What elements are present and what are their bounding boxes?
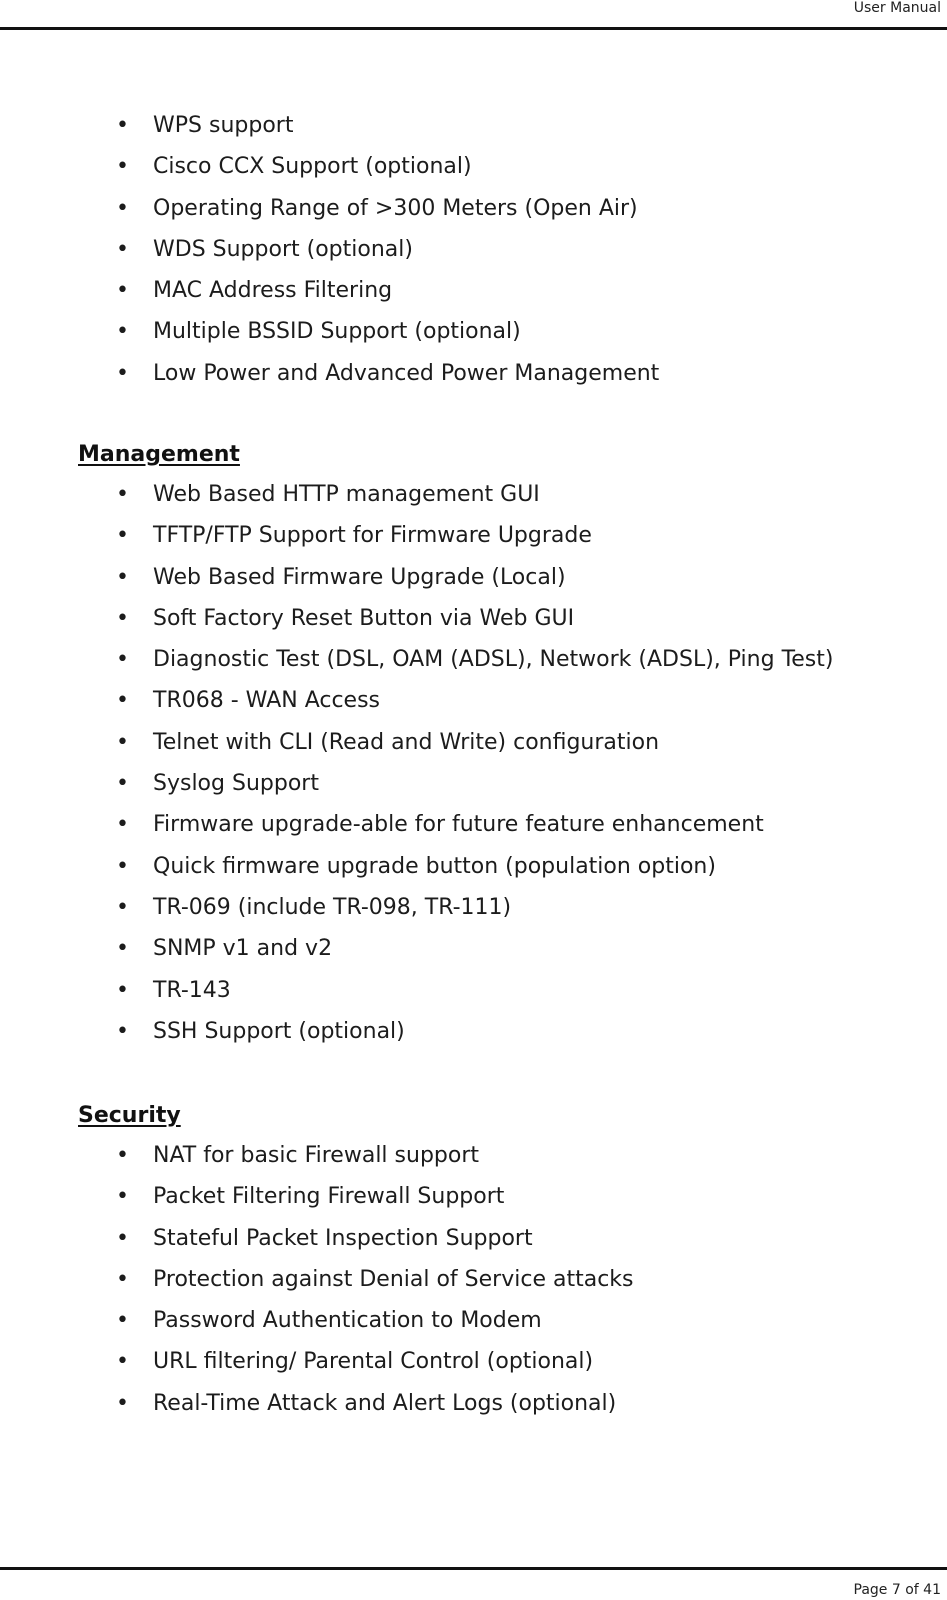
bullet-icon: •: [116, 771, 129, 797]
list-item: [0, 229, 659, 270]
list-item: [0, 763, 833, 804]
list-item-text: TFTP/FTP Support for Firmware Upgrade: [153, 523, 592, 549]
list-item-text: Web Based Firmware Upgrade (Local): [153, 564, 566, 590]
list-item-text: Telnet with CLI (Read and Write) configuration: [153, 729, 660, 755]
list-item: [0, 146, 659, 187]
bullet-icon: •: [116, 1184, 129, 1210]
list-item-text: MAC Address Filtering: [153, 278, 393, 304]
list-item-text: Stateful Packet Inspection Support: [153, 1225, 533, 1251]
list-item: [0, 515, 833, 556]
bullet-icon: •: [116, 319, 129, 345]
list-item: [0, 353, 659, 394]
page-number: Page 7 of 41: [853, 1582, 941, 1598]
list-item-text: Cisco CCX Support (optional): [153, 154, 472, 180]
footer-rule: [0, 1567, 947, 1570]
list-item-text: Web Based HTTP management GUI: [153, 482, 540, 507]
bullet-icon: •: [116, 523, 129, 549]
list-item-text: WPS support: [153, 113, 294, 138]
bullet-icon: •: [116, 647, 129, 673]
bullet-icon: •: [116, 1349, 129, 1375]
list-item-text: Quick firmware upgrade button (population option): [153, 853, 716, 879]
list-item-text: Real-Time Attack and Alert Logs (optional): [153, 1390, 617, 1416]
list-item: [0, 1300, 634, 1341]
list-item: [0, 1341, 634, 1382]
bullet-icon: •: [116, 688, 129, 714]
list-item: [0, 1259, 634, 1300]
management-list: [0, 474, 833, 1052]
list-item: [0, 970, 833, 1011]
list-item-text: Firmware upgrade-able for future feature enhancement: [153, 812, 764, 838]
bullet-icon: •: [116, 482, 129, 507]
list-item-text: TR-069 (include TR-098, TR-111): [153, 894, 512, 920]
list-item-text: Protection against Denial of Service attacks: [153, 1266, 634, 1292]
list-item: [0, 846, 833, 887]
list-item: [0, 188, 659, 229]
list-item: [0, 887, 833, 928]
list-item-text: Multiple BSSID Support (optional): [153, 319, 521, 345]
list-item-text: NAT for basic Firewall support: [153, 1143, 480, 1168]
bullet-icon: •: [116, 154, 129, 180]
list-item: [0, 1176, 634, 1217]
bullet-icon: •: [116, 1018, 129, 1044]
list-item-text: TR-143: [153, 977, 231, 1003]
list-item: [0, 270, 659, 311]
list-item: [0, 557, 833, 598]
list-item: [0, 804, 833, 845]
list-item: [0, 598, 833, 639]
bullet-icon: •: [116, 894, 129, 920]
bullet-icon: •: [116, 113, 129, 138]
list-item: [0, 928, 833, 969]
list-item: [0, 1218, 634, 1259]
list-item-text: SNMP v1 and v2: [153, 936, 333, 962]
section-heading-management: Management: [78, 442, 240, 467]
bullet-icon: •: [116, 605, 129, 631]
bullet-icon: •: [116, 729, 129, 755]
bullet-icon: •: [116, 936, 129, 962]
bullet-icon: •: [116, 195, 129, 221]
bullet-icon: •: [116, 853, 129, 879]
list-item-text: Packet Filtering Firewall Support: [153, 1184, 505, 1210]
list-item-text: TR068 - WAN Access: [153, 688, 381, 714]
list-item-text: URL filtering/ Parental Control (optional): [153, 1349, 594, 1375]
security-list: [0, 1135, 634, 1424]
bullet-icon: •: [116, 1266, 129, 1292]
section-heading-security: Security: [78, 1103, 181, 1128]
bullet-icon: •: [116, 1390, 129, 1416]
feature-list: [0, 105, 659, 394]
list-item: [0, 1383, 634, 1424]
bullet-icon: •: [116, 236, 129, 262]
list-item-text: SSH Support (optional): [153, 1018, 405, 1044]
list-item-text: Syslog Support: [153, 771, 319, 797]
bullet-icon: •: [116, 1143, 129, 1168]
header-rule: [0, 27, 947, 30]
bullet-icon: •: [116, 977, 129, 1003]
list-item: [0, 474, 833, 515]
list-item: [0, 1011, 833, 1052]
list-item-text: Operating Range of >300 Meters (Open Air): [153, 195, 638, 221]
list-item: [0, 722, 833, 763]
running-header: User Manual: [853, 0, 941, 16]
list-item: [0, 105, 659, 146]
list-item: [0, 311, 659, 352]
bullet-icon: •: [116, 1225, 129, 1251]
list-item-text: WDS Support (optional): [153, 236, 413, 262]
list-item-text: Diagnostic Test (DSL, OAM (ADSL), Network (ADSL), Ping Test): [153, 647, 834, 673]
bullet-icon: •: [116, 812, 129, 838]
list-item: [0, 1135, 634, 1176]
bullet-icon: •: [116, 278, 129, 304]
bullet-icon: •: [116, 1308, 129, 1334]
list-item-text: Low Power and Advanced Power Management: [153, 360, 660, 386]
list-item-text: Password Authentication to Modem: [153, 1308, 542, 1334]
list-item: [0, 680, 833, 721]
bullet-icon: •: [116, 360, 129, 386]
bullet-icon: •: [116, 564, 129, 590]
list-item: [0, 639, 833, 680]
list-item-text: Soft Factory Reset Button via Web GUI: [153, 605, 575, 631]
